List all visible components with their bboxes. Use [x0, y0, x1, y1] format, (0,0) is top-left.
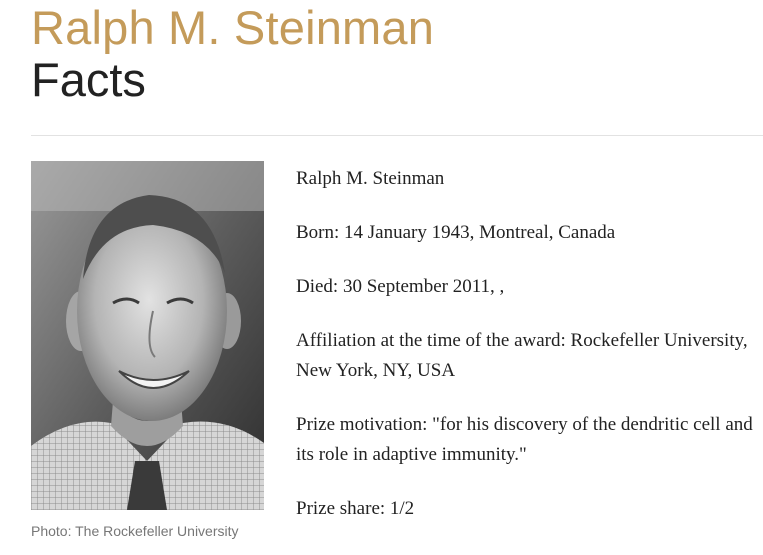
- laureate-portrait-photo: [31, 161, 264, 510]
- divider: [31, 135, 763, 136]
- fact-prize-motivation: Prize motivation: "for his discovery of the dendritic cell and its role in adaptive immunity.": [296, 414, 753, 465]
- photo-caption: Photo: The Rockefeller University: [31, 523, 239, 539]
- fact-name: Ralph M. Steinman: [296, 168, 445, 189]
- fact-born: Born: 14 January 1943, Montreal, Canada: [296, 222, 616, 243]
- laureate-name-heading: Ralph M. Steinman: [31, 1, 435, 54]
- fact-prize-share: Prize share: 1/2: [296, 498, 415, 519]
- fact-affiliation: Affiliation at the time of the award: Rockefeller University, New York, NY, USA: [296, 330, 748, 381]
- fact-died: Died: 30 September 2011, ,: [296, 276, 505, 297]
- facts-heading: Facts: [31, 53, 146, 106]
- facts-list: [296, 164, 758, 548]
